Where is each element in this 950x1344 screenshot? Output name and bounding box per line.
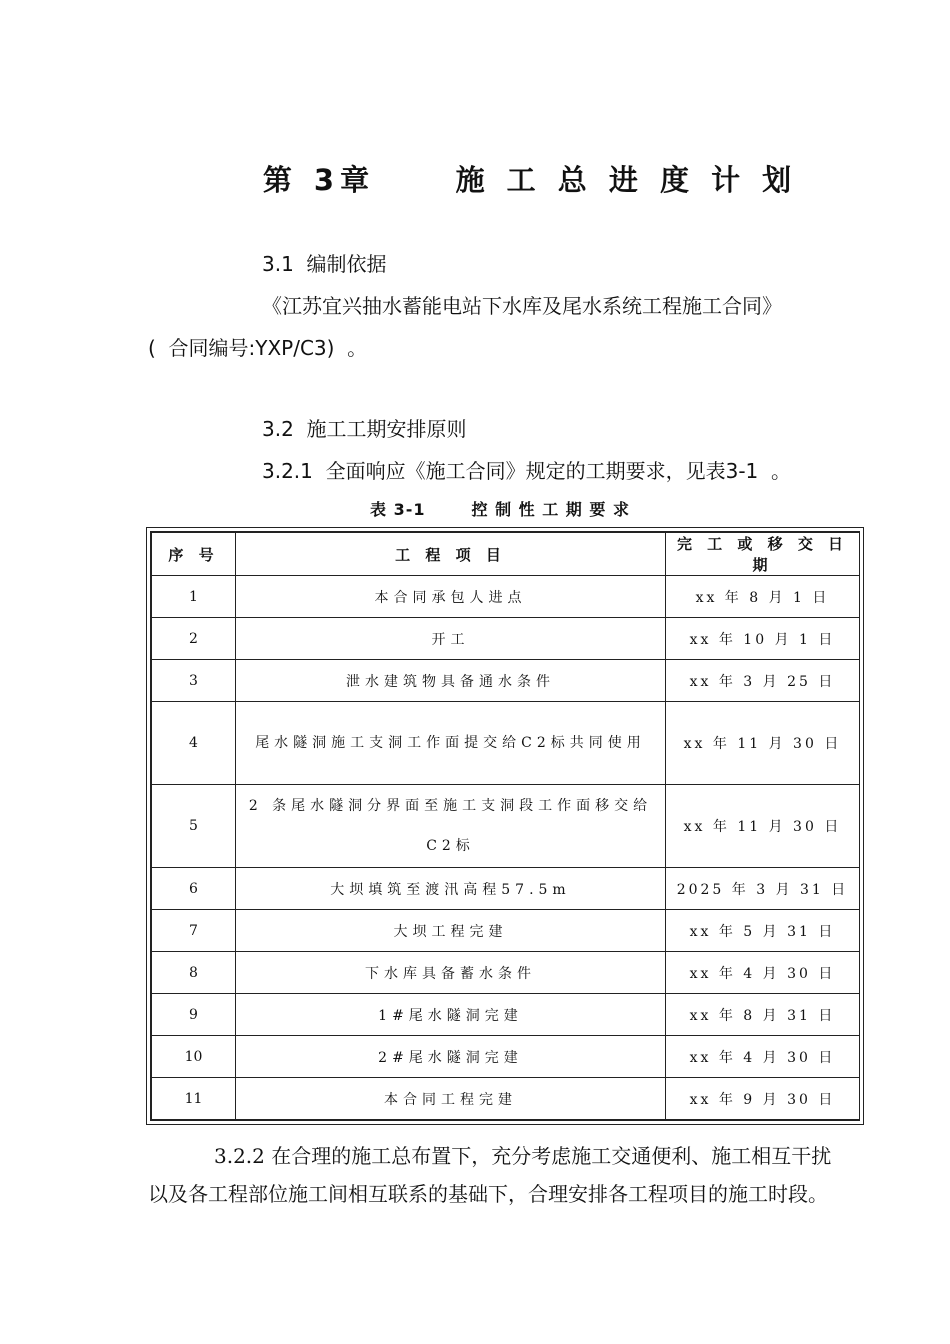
table-row	[152, 910, 860, 952]
row-item: 下水库具备蓄水条件	[236, 952, 666, 994]
row-date: 2025 年 3 月 31 日	[666, 868, 860, 910]
row-date: xx 年 5 月 31 日	[666, 910, 860, 952]
row-date: xx 年 11 月 30 日	[666, 785, 860, 868]
row-no: 1	[152, 576, 236, 618]
table-header-row	[152, 533, 860, 576]
section-3-1-line-2: ( 合同编号:YXP/C3) 。	[148, 336, 368, 360]
table-row	[152, 994, 860, 1036]
row-no: 2	[152, 618, 236, 660]
section-3-2-2-line-2: 以及各工程部位施工间相互联系的基础下，合理安排各工程项目的施工时段。	[148, 1182, 828, 1206]
header-date: 完 工 或 移 交 日 期	[666, 533, 860, 576]
section-3-1-heading: 3.1 编制依据	[262, 252, 387, 276]
row-date: xx 年 9 月 30 日	[666, 1078, 860, 1120]
row-no: 7	[152, 910, 236, 952]
table-caption: 表 3-1 控 制 性 工 期 要 求	[370, 500, 630, 519]
table-row	[152, 785, 860, 868]
row-date: xx 年 4 月 30 日	[666, 1036, 860, 1078]
section-3-1-line-1: 《江苏宜兴抽水蓄能电站下水库及尾水系统工程施工合同》	[262, 294, 782, 318]
section-3-2-heading: 3.2 施工工期安排原则	[262, 417, 467, 441]
chapter-title: 第 3章 施 工 总 进 度 计 划	[262, 163, 798, 197]
row-item: 本合同承包人进点	[236, 576, 666, 618]
header-no: 序 号	[152, 533, 236, 576]
table-row	[152, 952, 860, 994]
row-item: 开工	[236, 618, 666, 660]
row-item: 本合同工程完建	[236, 1078, 666, 1120]
row-no: 10	[152, 1036, 236, 1078]
row-item: 2 条尾水隧洞分界面至施工支洞段工作面移交给C2标	[236, 785, 666, 868]
table-row	[152, 702, 860, 785]
table-row	[152, 576, 860, 618]
section-3-2-1-text: 3.2.1 全面响应《施工合同》规定的工期要求，见表3-1 。	[262, 459, 791, 483]
row-no: 3	[152, 660, 236, 702]
row-date: xx 年 8 月 31 日	[666, 994, 860, 1036]
table-row	[152, 1078, 860, 1120]
row-date: xx 年 11 月 30 日	[666, 702, 860, 785]
row-date: xx 年 3 月 25 日	[666, 660, 860, 702]
row-item: 2#尾水隧洞完建	[236, 1036, 666, 1078]
table-row	[152, 618, 860, 660]
table-row	[152, 868, 860, 910]
table-row	[152, 660, 860, 702]
schedule-table	[146, 527, 864, 1125]
row-no: 8	[152, 952, 236, 994]
row-item: 大坝填筑至渡汛高程57.5m	[236, 868, 666, 910]
row-date: xx 年 4 月 30 日	[666, 952, 860, 994]
row-item: 尾水隧洞施工支洞工作面提交给C2标共同使用	[236, 702, 666, 785]
row-item: 大坝工程完建	[236, 910, 666, 952]
header-item: 工 程 项 目	[236, 533, 666, 576]
row-no: 9	[152, 994, 236, 1036]
row-item: 1#尾水隧洞完建	[236, 994, 666, 1036]
row-no: 5	[152, 785, 236, 868]
row-date: xx 年 8 月 1 日	[666, 576, 860, 618]
row-date: xx 年 10 月 1 日	[666, 618, 860, 660]
row-no: 4	[152, 702, 236, 785]
table-row	[152, 1036, 860, 1078]
row-no: 6	[152, 868, 236, 910]
row-item: 泄水建筑物具备通水条件	[236, 660, 666, 702]
row-no: 11	[152, 1078, 236, 1120]
section-3-2-2-line-1: 3.2.2 在合理的施工总布置下，充分考虑施工交通便利、施工相互干扰	[214, 1144, 832, 1168]
